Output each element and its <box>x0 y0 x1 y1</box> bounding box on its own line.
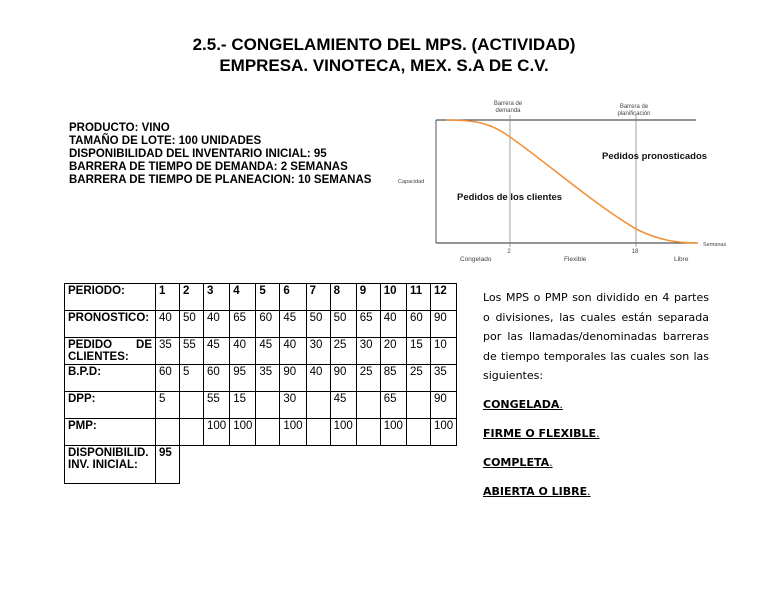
page-title: 2.5.- CONGELAMIENTO DEL MPS. (ACTIVIDAD) <box>192 35 576 54</box>
pronostico-cell: 50 <box>180 311 204 338</box>
dpp-cell <box>256 392 280 419</box>
pedido-cell: 15 <box>406 338 430 365</box>
dpp-label: DPP: <box>65 392 156 419</box>
period-cell: 9 <box>356 284 380 311</box>
period-cell: 6 <box>280 284 306 311</box>
period-cell: 3 <box>204 284 230 311</box>
period-cell: 4 <box>230 284 256 311</box>
x-axis-label: Semanas <box>703 242 727 248</box>
table-row-periodo <box>65 284 457 311</box>
pmp-label: PMP: <box>65 419 156 446</box>
bpd-cell: 90 <box>280 365 306 392</box>
dpp-cell <box>180 392 204 419</box>
barrier-demand-label-2: demanda <box>495 108 521 114</box>
bpd-cell: 90 <box>330 365 356 392</box>
pronostico-cell: 40 <box>380 311 406 338</box>
pronostico-cell: 40 <box>204 311 230 338</box>
pmp-cell: 100 <box>330 419 356 446</box>
pmp-cell: 100 <box>280 419 306 446</box>
option-completa: COMPLETA. <box>483 456 553 469</box>
periodo-label: PERIODO: <box>65 284 156 311</box>
pedido-cell: 10 <box>430 338 456 365</box>
bpd-cell: 95 <box>230 365 256 392</box>
page-subtitle: EMPRESA. VINOTECA, MEX. S.A DE C.V. <box>219 56 549 75</box>
dpp-cell <box>356 392 380 419</box>
dpp-cell: 65 <box>380 392 406 419</box>
pronostico-cell: 65 <box>230 311 256 338</box>
pedido-cell: 30 <box>356 338 380 365</box>
product-info <box>69 122 371 187</box>
orders-curve <box>446 120 698 243</box>
pedido-cell: 45 <box>256 338 280 365</box>
table-row-disponibilidad <box>65 446 457 484</box>
pronostico-cell: 45 <box>280 311 306 338</box>
time-fences-explanation <box>483 288 709 502</box>
barrier-demand-label-1: Barrera de <box>493 101 523 107</box>
dpp-cell: 90 <box>430 392 456 419</box>
pedido-label-c: CLIENTES: <box>68 351 129 363</box>
bpd-cell: 5 <box>180 365 204 392</box>
disponibilidad-label <box>65 446 156 484</box>
period-cell: 5 <box>256 284 280 311</box>
pedido-cell: 55 <box>180 338 204 365</box>
pronostico-cell: 40 <box>156 311 180 338</box>
pedido-cell: 40 <box>230 338 256 365</box>
period-cell: 8 <box>330 284 356 311</box>
bpd-cell: 85 <box>380 365 406 392</box>
dpp-cell: 55 <box>204 392 230 419</box>
info-product: PRODUCTO: VINO <box>69 122 170 134</box>
pedido-cell: 45 <box>204 338 230 365</box>
info-demand-barrier: BARRERA DE TIEMPO DE DEMANDA: 2 SEMANAS <box>69 161 348 173</box>
zone-frozen-label: Congelado <box>460 256 492 263</box>
pmp-cell <box>306 419 330 446</box>
pronostico-cell: 60 <box>406 311 430 338</box>
pmp-cell: 100 <box>230 419 256 446</box>
pedido-label-a: PEDIDO <box>68 339 113 351</box>
info-lot-size: TAMAÑO DE LOTE: 100 UNIDADES <box>69 135 262 147</box>
period-cell: 10 <box>380 284 406 311</box>
explanation-paragraph: Los MPS o PMP son dividido en 4 partes o divisiones, las cuales están separada por las llamadas/denominadas barreras de tiempo temporales las cuales son las siguientes: <box>483 291 709 382</box>
pedido-cell: 20 <box>380 338 406 365</box>
period-cell: 12 <box>430 284 456 311</box>
dpp-cell: 15 <box>230 392 256 419</box>
barrier-planning-label-1: Barrera de <box>619 104 649 110</box>
pmp-cell <box>156 419 180 446</box>
dpp-cell: 30 <box>280 392 306 419</box>
bpd-cell: 35 <box>256 365 280 392</box>
option-abierta-libre: ABIERTA O LIBRE. <box>483 485 591 498</box>
barrier-planning-label-2: planificación <box>617 111 651 117</box>
pedido-cell: 30 <box>306 338 330 365</box>
pedido-label <box>65 338 156 365</box>
zone-flexible-label: Flexible <box>564 256 587 263</box>
disponibilidad-label-a: DISPONIBILID. <box>68 447 149 459</box>
table-row-dpp <box>65 392 457 419</box>
bpd-cell: 35 <box>430 365 456 392</box>
tick-18: 18 <box>631 249 639 255</box>
pmp-cell <box>356 419 380 446</box>
bpd-cell: 60 <box>156 365 180 392</box>
info-planning-barrier: BARRERA DE TIEMPO DE PLANEACION: 10 SEMANAS <box>69 174 372 186</box>
dpp-cell <box>406 392 430 419</box>
tick-2: 2 <box>507 249 511 255</box>
zone-free-label: Libre <box>674 256 689 263</box>
customer-orders-label: Pedidos de los clientes <box>457 192 563 203</box>
pedido-cell: 35 <box>156 338 180 365</box>
pedido-cell: 40 <box>280 338 306 365</box>
time-fence-diagram <box>396 97 736 267</box>
option-congelada: CONGELADA. <box>483 398 563 411</box>
bpd-cell: 25 <box>406 365 430 392</box>
pronostico-cell: 50 <box>330 311 356 338</box>
pronostico-cell: 90 <box>430 311 456 338</box>
dpp-cell: 5 <box>156 392 180 419</box>
pmp-cell: 100 <box>430 419 456 446</box>
table-row-pronostico <box>65 311 457 338</box>
bpd-cell: 60 <box>204 365 230 392</box>
option-firme-flexible: FIRME O FLEXIBLE. <box>483 427 600 440</box>
period-cell: 1 <box>156 284 180 311</box>
forecast-orders-label: Pedidos pronosticados <box>602 151 708 162</box>
table-row-pedido <box>65 338 457 365</box>
pmp-cell: 100 <box>380 419 406 446</box>
period-cell: 7 <box>306 284 330 311</box>
pedido-label-b: DE <box>136 339 152 351</box>
disponibilidad-value: 95 <box>156 446 180 484</box>
info-initial-inventory: DISPONIBILIDAD DEL INVENTARIO INICIAL: 95 <box>69 148 327 160</box>
pmp-cell <box>180 419 204 446</box>
pmp-cell <box>406 419 430 446</box>
pronostico-cell: 50 <box>306 311 330 338</box>
mps-table <box>64 283 457 484</box>
bpd-cell: 25 <box>356 365 380 392</box>
pedido-cell: 25 <box>330 338 356 365</box>
bpd-label: B.P.D: <box>65 365 156 392</box>
pronostico-cell: 60 <box>256 311 280 338</box>
table-row-pmp <box>65 419 457 446</box>
table-empty-area <box>180 446 457 484</box>
y-axis-label: Capacidad <box>398 179 425 185</box>
table-row-bpd <box>65 365 457 392</box>
pronostico-label: PRONOSTICO: <box>65 311 156 338</box>
bpd-cell: 40 <box>306 365 330 392</box>
dpp-cell <box>306 392 330 419</box>
disponibilidad-label-b: INV. INICIAL: <box>68 459 138 471</box>
pmp-cell: 100 <box>204 419 230 446</box>
period-cell: 11 <box>406 284 430 311</box>
period-cell: 2 <box>180 284 204 311</box>
pmp-cell <box>256 419 280 446</box>
pronostico-cell: 65 <box>356 311 380 338</box>
dpp-cell: 45 <box>330 392 356 419</box>
